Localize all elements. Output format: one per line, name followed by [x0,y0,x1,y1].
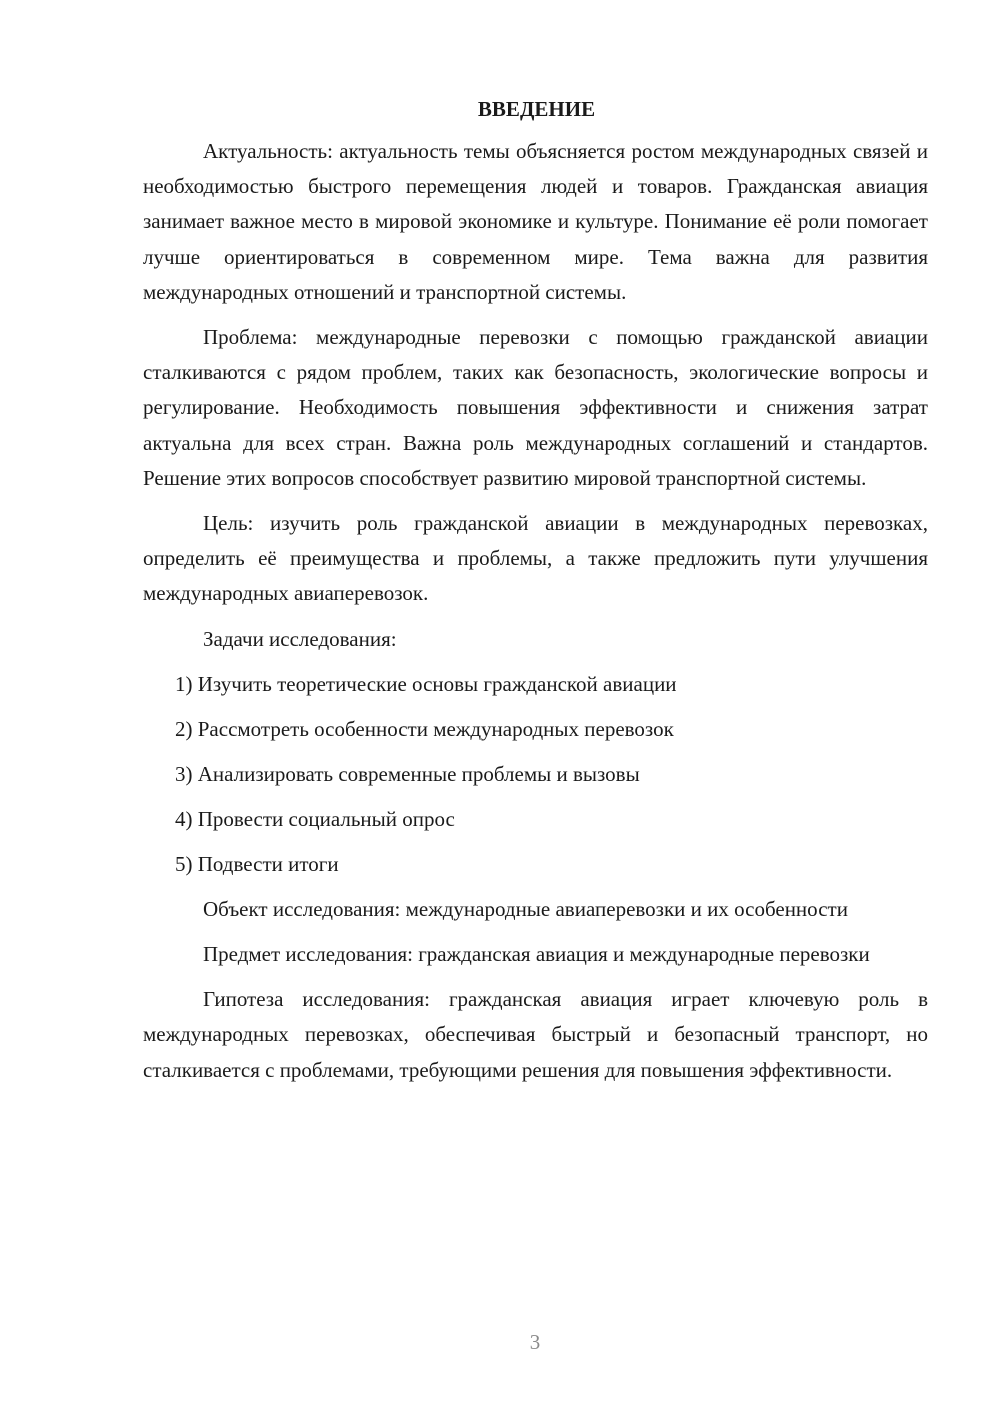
task-list [143,667,928,882]
hypothesis-paragraph: Гипотеза исследования: гражданская авиация играет ключевую роль в международных перевозках, обеспечивая быстрый и безопасный транспорт, но сталкивается с проблемами, требующими решения для повышения эффективности. [143,987,928,1082]
task-item-1: 1) Изучить теоретические основы гражданской авиации [175,671,677,696]
problem-paragraph: Проблема: международные перевозки с помощью гражданской авиации сталкиваются с рядом проблем, таких как безопасность, экологические вопросы и регулирование. Необходимость повышения эффективности и снижения затрат актуальна для всех стран. Важна роль международных соглашений и стандартов. Решение этих вопросов способствует развитию мировой транспортной системы. [143,325,928,490]
page-number: 3 [529,1330,541,1354]
task-item-2: 2) Рассмотреть особенности международных перевозок [175,716,674,741]
section-title: ВВЕДЕНИЕ [477,97,596,121]
task-item-3: 3) Анализировать современные проблемы и вызовы [175,761,640,786]
document-page [143,92,928,1098]
goal-paragraph: Цель: изучить роль гражданской авиации в международных перевозках, определить её преимущества и проблемы, а также предложить пути улучшения международных авиаперевозок. [143,511,928,606]
task-item-5: 5) Подвести итоги [175,851,339,876]
task-item-4: 4) Провести социальный опрос [175,806,455,831]
relevance-paragraph: Актуальность: актуальность темы объясняется ростом международных связей и необходимостью быстрого перемещения людей и товаров. Гражданская авиация занимает важное место в мировой экономике и культуре. Понимание её роли помогает лучше ориентироваться в современном мире. Тема важна для развития международных отношений и транспортной системы. [143,139,928,304]
tasks-heading: Задачи исследования: [203,626,397,651]
object-paragraph: Объект исследования: международные авиаперевозки и их особенности [203,896,848,921]
subject-paragraph: Предмет исследования: гражданская авиация и международные перевозки [203,942,870,967]
